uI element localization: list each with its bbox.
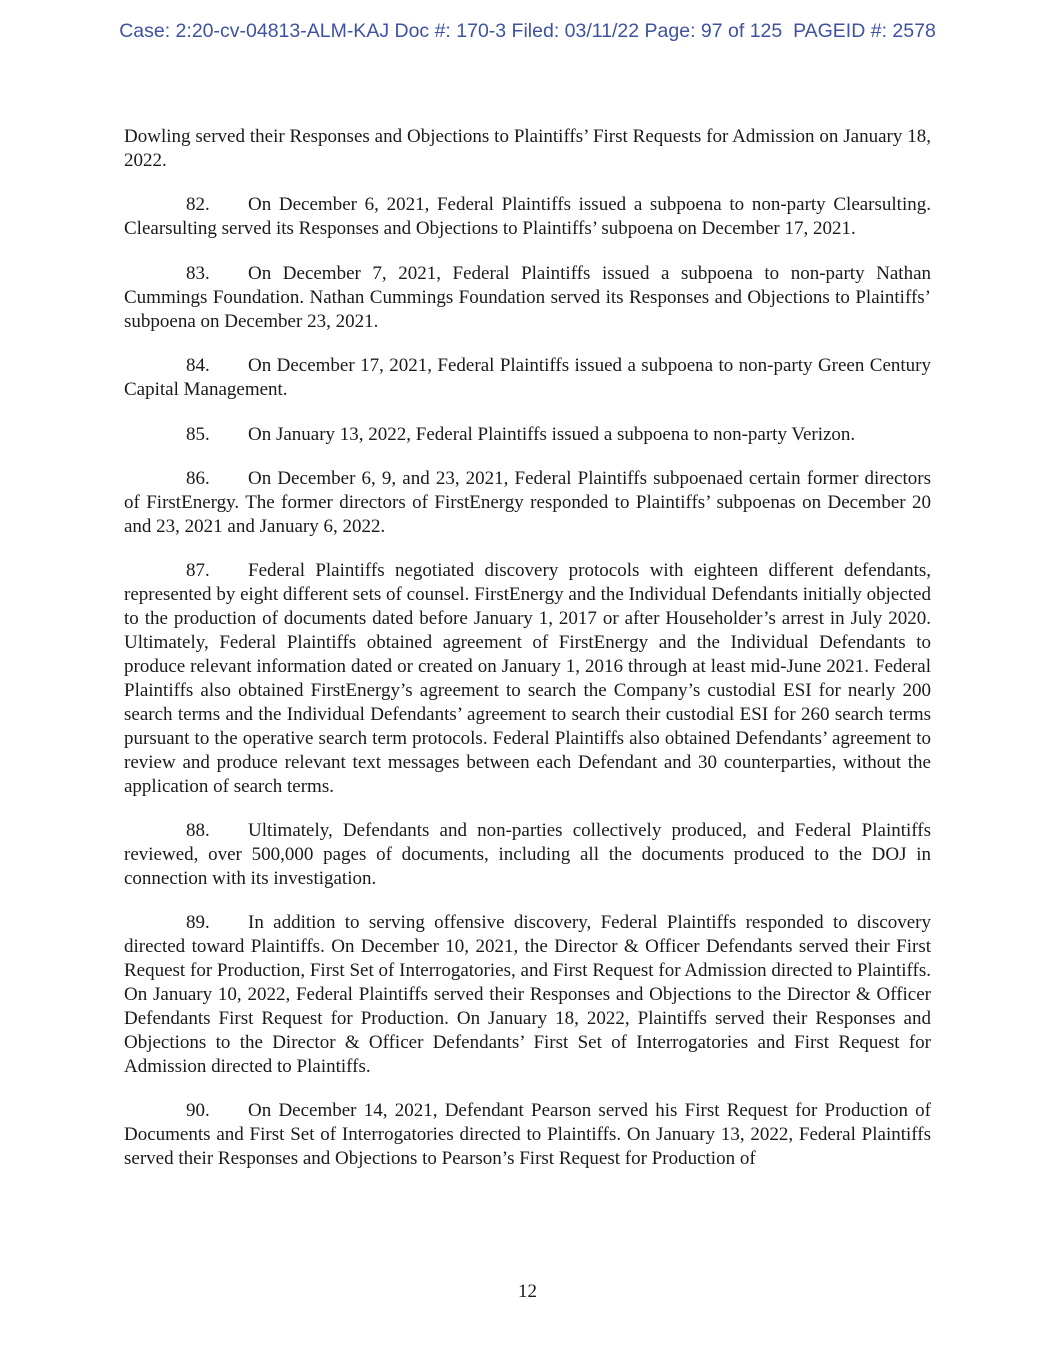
paragraph-text: Federal Plaintiffs negotiated discovery protocols with eighteen different defendants, represented by eight different sets of counsel. FirstEnergy and the Individual Defendants initially objected to the production of documents dated before January 1, 2017 or after Householder’s arrest in July 2020. Ultimately, Federal Plaintiffs obtained agreement of FirstEnergy and the Individual Defendants to produce relevant information dated or created on January 1, 2016 through at least mid-June 2021. Federal Plaintiffs also obtained FirstEnergy’s agreement to search the Company’s custodial ESI for nearly 200 search terms and the Individual Defendants’ agreement to search their custodial ESI for 260 search terms pursuant to the operative search term protocols. Federal Plaintiffs also obtained Defendants’ agreement to review and produce relevant text messages between each Defendant and 30 counterparties, without the application of search terms. bbox=[124, 560, 931, 797]
paragraph-number: 86. bbox=[186, 468, 210, 490]
numbered-paragraph bbox=[124, 423, 931, 447]
numbered-paragraph bbox=[124, 911, 931, 1078]
numbered-paragraph bbox=[124, 1099, 931, 1171]
numbered-paragraph bbox=[124, 559, 931, 798]
paragraph-number: 85. bbox=[186, 423, 210, 445]
numbered-paragraphs bbox=[124, 193, 931, 1171]
paragraph-number: 89. bbox=[186, 912, 210, 934]
numbered-paragraph bbox=[124, 467, 931, 539]
continuation-paragraph: Dowling served their Responses and Objections to Plaintiffs’ First Requests for Admission on January 18, 2022. bbox=[124, 126, 931, 171]
numbered-paragraph bbox=[124, 819, 931, 891]
paragraph-number: 82. bbox=[186, 194, 210, 216]
page-number: 12 bbox=[518, 1281, 537, 1302]
paragraph-text: Ultimately, Defendants and non-parties collectively produced, and Federal Plaintiffs reviewed, over 500,000 pages of documents, including all the documents produced to the DOJ in connection with its investigation. bbox=[124, 820, 931, 889]
numbered-paragraph bbox=[124, 193, 931, 241]
paragraph-text: In addition to serving offensive discovery, Federal Plaintiffs responded to discovery directed toward Plaintiffs. On December 10, 2021, the Director & Officer Defendants served their First Request for Production, First Set of Interrogatories, and First Request for Admission directed to Plaintiffs. On January 10, 2022, Federal Plaintiffs served their Responses and Objections to the Director & Officer Defendants First Request for Production. On January 18, 2022, Plaintiffs served their Responses and Objections to the Director & Officer Defendants’ First Set of Interrogatories and First Request for Admission directed to Plaintiffs. bbox=[124, 912, 931, 1077]
paragraph-text: On December 6, 2021, Federal Plaintiffs issued a subpoena to non-party Clearsulting. Clearsulting served its Responses and Objections to Plaintiffs’ subpoena on December 17, 2021. bbox=[124, 194, 931, 240]
paragraph-text: On December 14, 2021, Defendant Pearson served his First Request for Production of Documents and First Set of Interrogatories directed to Plaintiffs. On January 13, 2022, Federal Plaintiffs served their Responses and Objections to Pearson’s First Request for Production of bbox=[124, 1100, 931, 1170]
numbered-paragraph bbox=[124, 354, 931, 402]
paragraph-text: On December 17, 2021, Federal Plaintiffs issued a subpoena to non-party Green Century Capital Management. bbox=[124, 355, 931, 401]
numbered-paragraph bbox=[124, 262, 931, 334]
paragraph-text: On December 6, 9, and 23, 2021, Federal Plaintiffs subpoenaed certain former directors of FirstEnergy. The former directors of FirstEnergy responded to Plaintiffs’ subpoenas on December 20 and 23, 2021 and January 6, 2022. bbox=[124, 468, 931, 537]
case-header: Case: 2:20-cv-04813-ALM-KAJ Doc #: 170-3 Filed: 03/11/22 Page: 97 of 125 PAGEID #: 2578 bbox=[119, 20, 936, 42]
paragraph-number: 84. bbox=[186, 355, 210, 377]
paragraph-text: On December 7, 2021, Federal Plaintiffs issued a subpoena to non-party Nathan Cummings Foundation. Nathan Cummings Foundation served its Responses and Objections to Plaintiffs’ subpoena on December 23, 2021. bbox=[124, 262, 931, 332]
paragraph-number: 90. bbox=[186, 1100, 210, 1122]
paragraph-number: 83. bbox=[186, 262, 210, 284]
paragraph-text: On January 13, 2022, Federal Plaintiffs issued a subpoena to non-party Verizon. bbox=[248, 423, 856, 445]
paragraph-number: 87. bbox=[186, 560, 210, 582]
document-body bbox=[124, 125, 931, 1192]
paragraph-number: 88. bbox=[186, 820, 210, 841]
